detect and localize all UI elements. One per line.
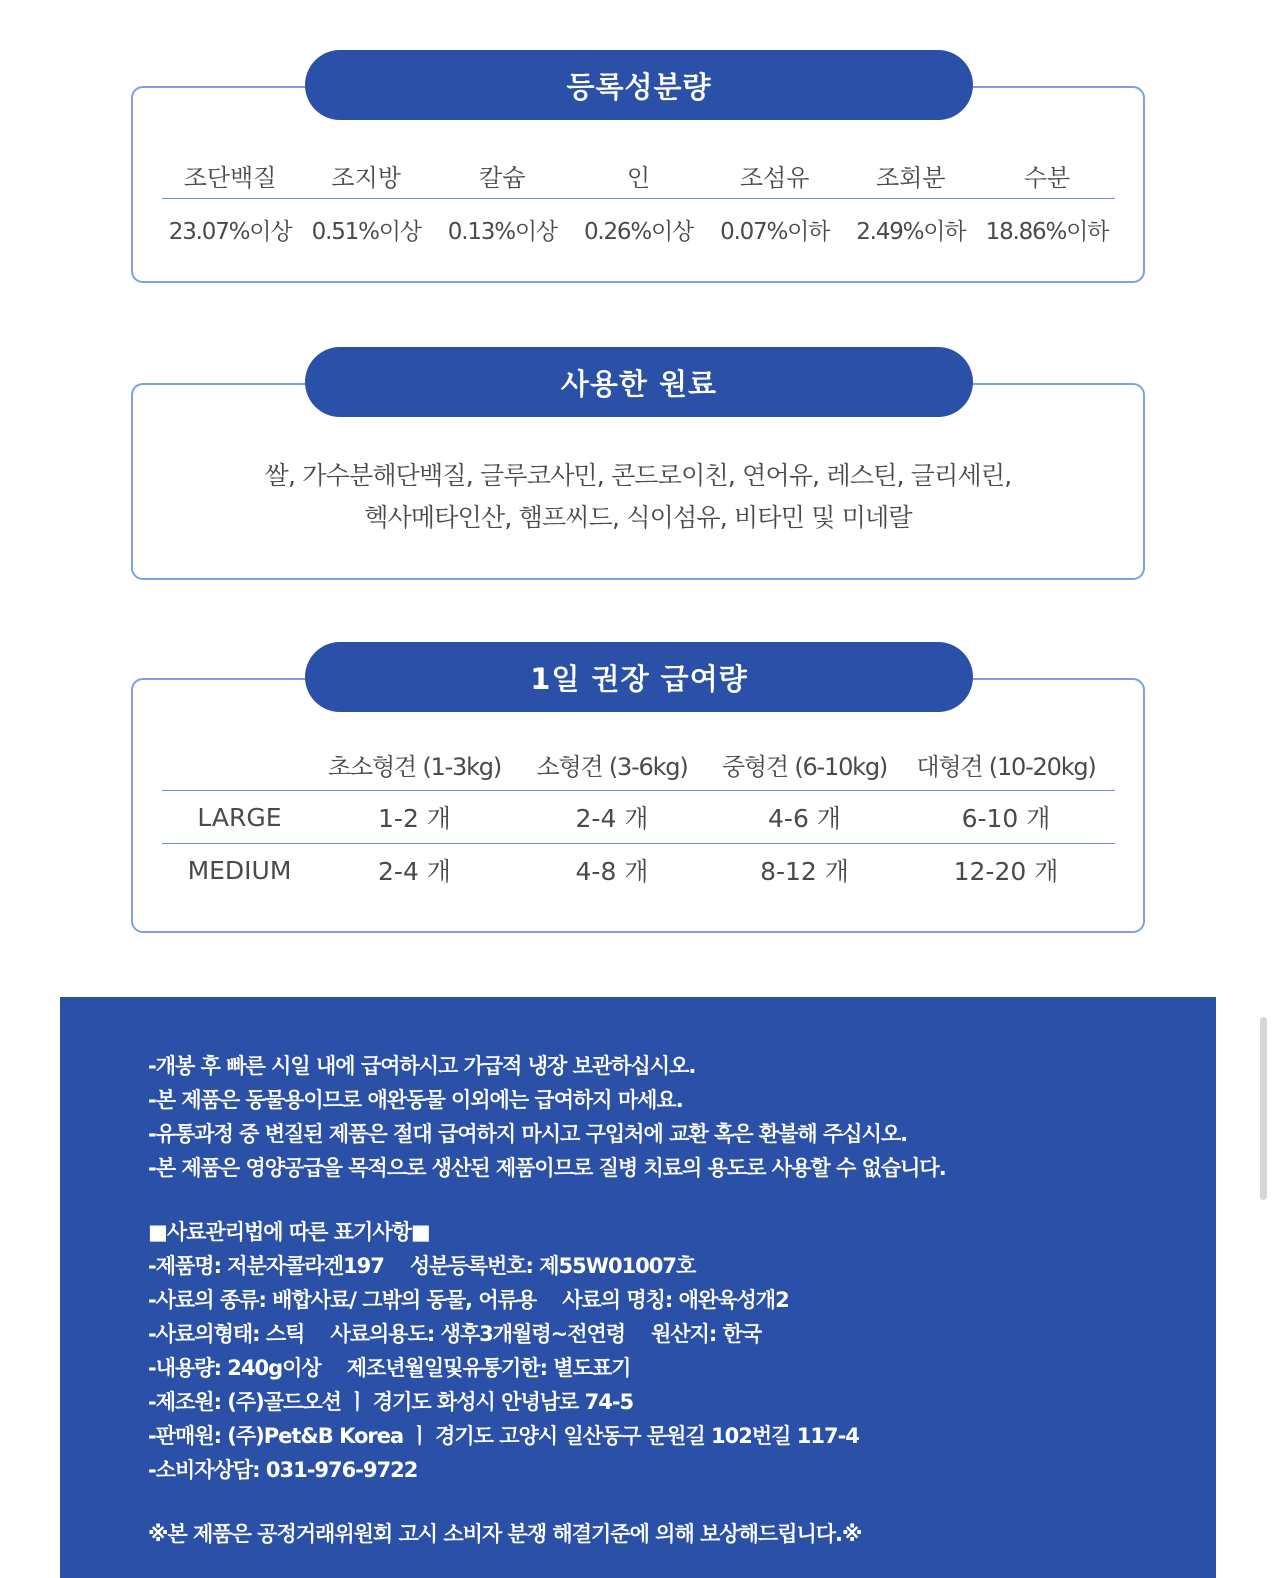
analysis-header-cell: 수분 xyxy=(1023,164,1071,192)
feeding-row-label: LARGE xyxy=(197,802,282,832)
analysis-value-cell: 0.07%이하 xyxy=(720,218,830,245)
label-item: 사료의 명칭: 애완육성개2 xyxy=(562,1288,789,1312)
feeding-row-label: MEDIUM xyxy=(187,855,292,885)
label-line xyxy=(148,1283,1156,1317)
analysis-header-cell: 조단백질 xyxy=(183,164,277,192)
analysis-header-row xyxy=(162,153,1115,199)
analysis-header-cell: 칼슘 xyxy=(479,164,526,192)
label-line xyxy=(148,1351,1156,1385)
label-item: 제조년월일및유통기한: 별도표기 xyxy=(346,1356,631,1380)
notice-spacer xyxy=(148,1487,1156,1517)
ingredients-line: 쌀, 가수분해단백질, 글루코사민, 콘드로이친, 연어유, 레스틴, 글리세린, xyxy=(264,461,1012,490)
label-item: -소비자상담: 031-976-9722 xyxy=(148,1458,418,1482)
analysis-header-cell: 조회분 xyxy=(875,164,946,192)
ingredients-list xyxy=(151,455,1125,539)
caution-line: -개봉 후 빠른 시일 내에 급여하시고 가급적 냉장 보관하십시오. xyxy=(148,1054,696,1078)
label-item: -사료의 종류: 배합사료/ 그밖의 동물, 어류용 xyxy=(148,1288,537,1312)
label-item: -제품명: 저분자콜라겐197 xyxy=(148,1254,384,1278)
feeding-row-large xyxy=(162,791,1115,844)
label-item: -제조원: (주)골드오션 ㅣ 경기도 화성시 안녕남로 74-5 xyxy=(148,1390,634,1414)
notice-spacer xyxy=(148,1185,1156,1215)
label-item: -판매원: (주)Pet&B Korea ㅣ 경기도 고양시 일산동구 문원길 102번길 117-4 xyxy=(148,1424,859,1448)
feeding-cell: 6-10 개 xyxy=(961,804,1051,833)
label-line xyxy=(148,1453,1156,1487)
feeding-cell: 1-2 개 xyxy=(378,804,451,833)
feeding-header-cell: 초소형견 (1-3kg) xyxy=(327,752,502,781)
analysis-value-cell: 23.07%이상 xyxy=(168,218,292,245)
ingredients-title: 사용한 원료 xyxy=(305,347,973,417)
feeding-header-cell: 소형견 (3-6kg) xyxy=(536,752,688,781)
analysis-header-cell: 인 xyxy=(626,164,651,192)
feeding-header-row xyxy=(162,738,1115,791)
feeding-row-medium xyxy=(162,844,1115,896)
feeding-cell: 12-20 개 xyxy=(953,857,1059,886)
analysis-section xyxy=(131,50,1145,283)
label-item: -사료의형태: 스틱 xyxy=(148,1322,305,1346)
label-line xyxy=(148,1317,1156,1351)
label-line xyxy=(148,1385,1156,1419)
feeding-cell: 4-8 개 xyxy=(575,857,649,886)
feeding-section xyxy=(131,642,1145,933)
feeding-cell: 4-6 개 xyxy=(768,804,841,833)
label-title: ■사료관리법에 따른 표기사항■ xyxy=(148,1220,430,1244)
compensation-notice: ※본 제품은 공정거래위원회 고시 소비자 분쟁 해결기준에 의해 보상해드립니다.※ xyxy=(148,1522,862,1546)
caution-line: -본 제품은 영양공급을 목적으로 생산된 제품이므로 질병 치료의 용도로 사용할 수 없습니다. xyxy=(148,1156,946,1180)
feeding-header-cell: 중형견 (6-10kg) xyxy=(721,752,888,781)
ingredients-section xyxy=(131,347,1145,580)
notice-content xyxy=(148,1049,1156,1551)
analysis-value-cell: 18.86%이하 xyxy=(985,218,1109,245)
feeding-cell: 8-12 개 xyxy=(760,857,849,886)
analysis-value-cell: 0.13%이상 xyxy=(447,218,557,245)
caution-line: -본 제품은 동물용이므로 애완동물 이외에는 급여하지 마세요. xyxy=(148,1088,683,1112)
label-item: 사료의용도: 생후3개월령~전연령 xyxy=(330,1322,626,1346)
feeding-header-cell: 대형견 (10-20kg) xyxy=(916,752,1096,781)
label-line xyxy=(148,1249,1156,1283)
analysis-table xyxy=(162,153,1115,259)
analysis-value-cell: 2.49%이하 xyxy=(856,218,966,245)
analysis-value-cell: 0.26%이상 xyxy=(583,218,694,245)
analysis-header-cell: 조지방 xyxy=(331,164,401,192)
label-item: -내용량: 240g이상 xyxy=(148,1356,321,1380)
notice-panel xyxy=(60,997,1216,1578)
scrollbar-thumb[interactable] xyxy=(1260,1017,1267,1200)
label-item: 원산지: 한국 xyxy=(651,1322,762,1346)
label-item: 성분등록번호: 제55W01007호 xyxy=(409,1254,696,1278)
analysis-value-cell: 0.51%이상 xyxy=(311,218,421,245)
analysis-header-cell: 조섬유 xyxy=(739,164,810,192)
label-line xyxy=(148,1419,1156,1453)
feeding-cell: 2-4 개 xyxy=(378,857,451,886)
ingredients-line: 헥사메타인산, 햄프씨드, 식이섬유, 비타민 및 미네랄 xyxy=(364,503,912,532)
caution-line: -유통과정 중 변질된 제품은 절대 급여하지 마시고 구입처에 교환 혹은 환불해 주십시오. xyxy=(148,1122,908,1146)
feeding-table xyxy=(162,738,1115,896)
analysis-value-row xyxy=(162,199,1115,259)
analysis-title: 등록성분량 xyxy=(305,50,973,120)
feeding-title: 1일 권장 급여량 xyxy=(305,642,973,712)
feeding-cell: 2-4 개 xyxy=(575,804,649,833)
